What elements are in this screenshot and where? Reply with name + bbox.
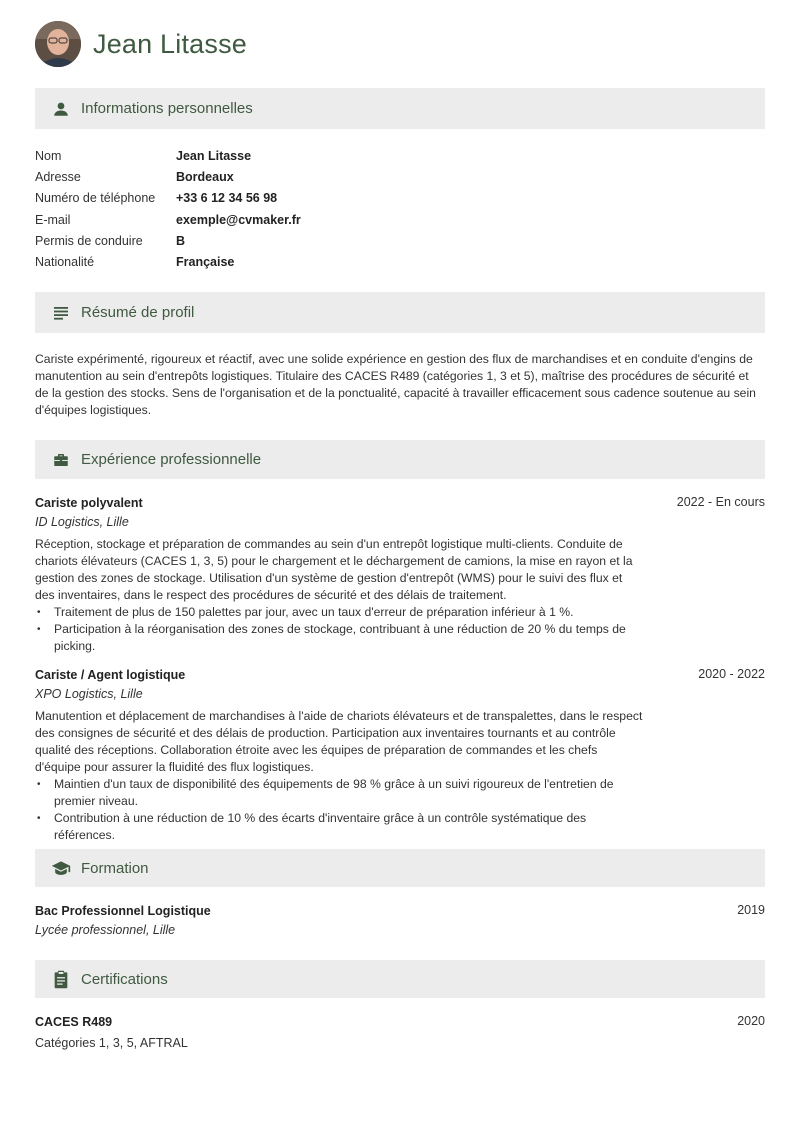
- section-title: Formation: [81, 859, 149, 877]
- job-date: 2020 - 2022: [698, 667, 765, 681]
- job-date: 2022 - En cours: [676, 495, 765, 509]
- profile-summary: Cariste expérimenté, rigoureux et réactif, avec une solide expérience en gestion des flux de marchandises et en conduite d'engins de manutention au sein d'entrepôts logistiques. Titulaire des CACES R489 (catégories 1, 3 et 5), maîtrise des procédures de sécurité et de la gestion des stocks. Sens de l'organisation et de la ponctualité, capacité à travailler efficacement sous cadence soutenue au sein d'équipes logistiques.: [35, 352, 756, 417]
- job-description: Manutention et déplacement de marchandises à l'aide de chariots élévateurs et de transpalettes, dans le respect des consignes de sécurité et des délais de production. Participation aux inventaires tournants et au contrôle qualité des réceptions. Collaboration étroite avec les équipes de préparation de commandes et les chefs d'équipe pour assurer la fluidité des flux logistiques.: [35, 709, 643, 774]
- candidate-name: Jean Litasse: [93, 28, 247, 59]
- list-item: • Maintien d'un taux de disponibilité des équipements de 98 % grâce à un suivi rigoureux de l'entretien de premier niveau.: [35, 776, 645, 810]
- certification-title: CACES R489: [35, 1015, 113, 1029]
- degree-date: 2019: [737, 903, 765, 917]
- section-education: [35, 849, 765, 887]
- lines-icon: [51, 303, 71, 323]
- graduation-cap-icon: [51, 858, 71, 878]
- info-label: E-mail: [35, 212, 71, 227]
- info-value: Bordeaux: [176, 170, 234, 185]
- info-value: exemple@cvmaker.fr: [176, 212, 301, 227]
- section-personal-info: [35, 88, 765, 129]
- list-item: • Contribution à une réduction de 10 % des écarts d'inventaire grâce à un contrôle systématique des références.: [35, 810, 645, 844]
- cv-header: [35, 21, 247, 67]
- info-row-email: [35, 211, 301, 232]
- section-title: Expérience professionnelle: [81, 451, 262, 468]
- job-description: Réception, stockage et préparation de commandes au sein d'un entrepôt logistique multi-clients. Conduite de chariots élévateurs (CACES 1, 3, 5) pour le chargement et le déchargement de camions, la mise en rayon et la gestion des zones de stockage. Utilisation d'un système de gestion d'entrepôt (WMS) pour le suivi des flux et des inventaires, dans le respect des procédures de sécurité et des délais de traitement.: [35, 537, 633, 602]
- job-details: [35, 708, 645, 844]
- job-company: ID Logistics, Lille: [35, 515, 129, 529]
- degree-title: Bac Professionnel Logistique: [35, 904, 211, 918]
- job-achievements: [35, 776, 645, 844]
- clipboard-icon: [51, 969, 71, 989]
- person-icon: [51, 99, 71, 119]
- section-title: Certifications: [81, 970, 168, 988]
- degree-school: Lycée professionnel, Lille: [35, 923, 176, 937]
- certification-detail: Catégories 1, 3, 5, AFTRAL: [35, 1036, 188, 1050]
- briefcase-icon: [51, 450, 71, 470]
- job-title: Cariste polyvalent: [35, 496, 143, 510]
- job-company: XPO Logistics, Lille: [35, 687, 143, 701]
- section-profile: [35, 292, 765, 333]
- info-value: Française: [176, 254, 235, 269]
- personal-info-list: [35, 147, 301, 274]
- info-value: B: [176, 233, 186, 248]
- info-label: Nom: [35, 149, 62, 163]
- section-certifications: [35, 960, 765, 998]
- list-item: • Traitement de plus de 150 palettes par jour, avec un taux d'erreur de préparation inférieur à 1 %.: [35, 604, 645, 621]
- info-row-name: [35, 147, 301, 168]
- certification-date: 2020: [737, 1014, 765, 1028]
- info-label: Adresse: [35, 170, 81, 185]
- info-label: Numéro de téléphone: [35, 191, 156, 206]
- info-label: Nationalité: [35, 254, 95, 269]
- list-item: • Participation à la réorganisation des zones de stockage, contribuant à une réduction de 20 % du temps de picking.: [35, 621, 645, 655]
- job-achievements: [35, 604, 645, 655]
- avatar: [35, 21, 81, 67]
- info-value: Jean Litasse: [176, 149, 252, 163]
- info-value: +33 6 12 34 56 98: [176, 191, 278, 206]
- job-details: [35, 536, 645, 655]
- info-row-address: [35, 168, 301, 189]
- job-title: Cariste / Agent logistique: [35, 668, 186, 682]
- info-row-license: [35, 232, 301, 253]
- section-title: Résumé de profil: [81, 304, 195, 321]
- info-label: Permis de conduire: [35, 233, 143, 248]
- info-row-nationality: [35, 253, 301, 274]
- info-row-phone: [35, 189, 301, 210]
- section-title: Informations personnelles: [81, 100, 253, 117]
- section-experience: [35, 440, 765, 479]
